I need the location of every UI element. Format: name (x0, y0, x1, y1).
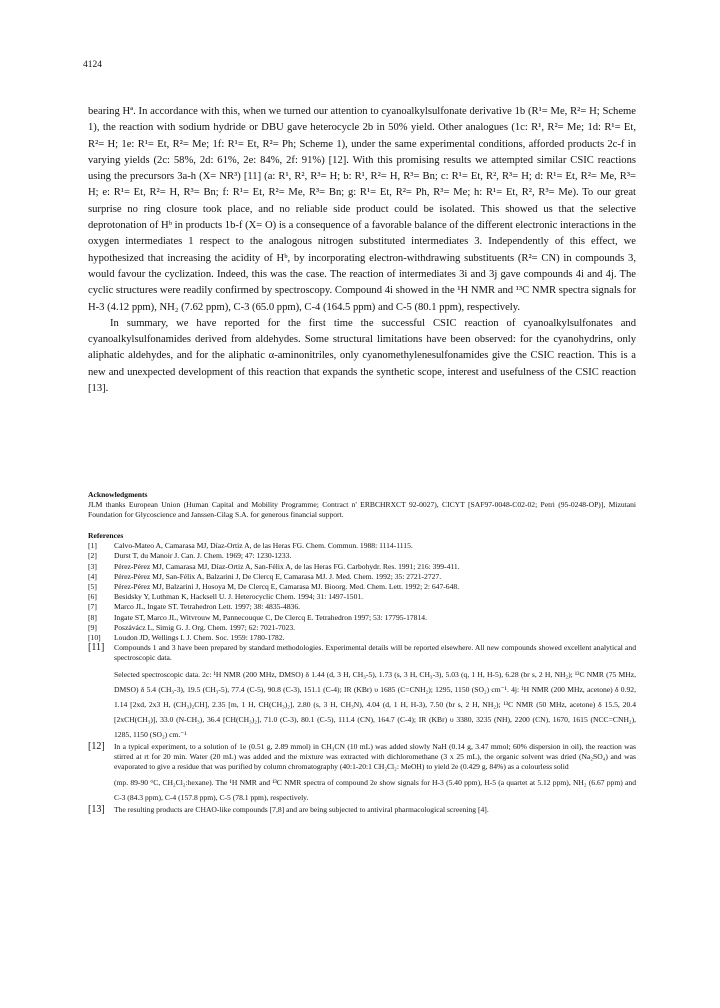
reference-item (88, 623, 636, 633)
reference-number: [6] (88, 592, 97, 602)
paragraph-2: In summary, we have reported for the first time the successful CSIC reaction of cyanoalkylsulfonates and cyanoalkylsulfonamides derived from aldehydes. Some structural limitations have been observed: for the cyanohydrins, only aliphatic aldehydes, and for the aliphatic α-aminonitriles, only cyanomethylenesulfonamides give the CSIC reaction. This is a new and unexpected development of this reaction that expands the synthetic scope, interest and usefulness of the CSIC reaction [13]. (88, 317, 636, 395)
reference-number: [13] (88, 804, 105, 816)
reference-item-11 (88, 643, 636, 741)
reference-number: [2] (88, 551, 97, 561)
reference-text: Besidsky Y, Luthman K, Hacksell U. J. Heterocyclic Chem. 1994; 31: 1497-1501. (114, 592, 364, 602)
reference-item (88, 633, 636, 643)
reference-item (88, 602, 636, 612)
reference-number: [4] (88, 571, 97, 581)
reference-text: Pérez-Pérez MJ, San-Félix A, Balzarini J, De Clercq E, Camarasa MJ. J. Med. Chem. 1992; 35: 2721-2727. (114, 571, 442, 581)
reference-text: Calvo-Mateo A, Camarasa MJ, Díaz-Ortiz A, de las Heras FG. Chem. Commun. 1988: 1114-1115. (114, 541, 413, 551)
references-heading: References (88, 531, 124, 540)
reference-number: [10] (88, 633, 101, 643)
reference-item-12 (88, 742, 636, 806)
reference-item (88, 613, 636, 623)
reference-12-text: In a typical experiment, to a solution of 1e (0.51 g, 2.89 mmol) in CH₃CN (10 mL) was added slowly NaH (0.14 g, 3.47 mmol; 60% dispersion in oil), the reaction was stirred at rt for 20 min. Water (20 mL) was added and the mixture was extracted with dichloromethane (3 x 25 mL), the organic solvent was dried (Na₂SO₄) and was evaporated to give a residue that was purified by column chromatography (40:1-20:1 CH₂Cl₂: MeOH) to yield 2e (0.429 g, 84%) as a colourless solid (114, 741, 636, 772)
paragraph-1: bearing Hª. In accordance with this, when we turned our attention to cyanoalkylsulfonate derivative 1b (R¹= Me, R²= H; Scheme 1), the reaction with sodium hydride or DBU gave heterocycle 2b in 50% yield. Other analogues (1c: R¹, R²= Me; 1d: R¹= Et, R²= H; 1e: R¹= Et, R²= Me; 1f: R¹= Et, R²= Ph; Scheme 1), under the same experimental conditions, afforded products 2c-f in varying yields (2c: 58%, 2d: 61%, 2e: 84%, 2f: 91%) [12]. With this promising results we attempted similar CSIC reactions using the precursors 3a-h (X= NR³) [11] (a: R¹, R², R³= H; b: R¹, R²= H, R³= Bn; c: R¹= Et, R², R³= H; d: R¹= Et, R²= Me, R³= H; e: R¹= Et, R²= H, R³= Bn; f: R¹= Et, R²= Me, R³= Bn; g: R¹= Et, R²= Ph, R³= Me; h: R¹= Et, R², R³= Me). To our great surprise no ring closure took place, and no reliable side product could be isolated. This showed us that the selective deprotonation of Hᵇ in products 1b-f (X= O) is a consequence of a favorable balance of the different electronic interactions in the oxygen intermediates 1 respect to the analogous nitrogen substituted intermediates 3. Independently of this effect, we hypothesized that increasing the acidity of Hᵇ, by incorporating electron-withdrawing substituents (R²= CN) in compounds 3, would favour the cyclization. Indeed, this was the case. The reaction of intermediates 3i and 3j gave compounds 4i and 4j. The cyclic structures were readily confirmed by spectroscopy. Compound 4i showed in the ¹H NMR and ¹³C NMR spectra signals for H-3 (4.12 ppm), NH₂ (7.62 ppm), C-3 (65.0 ppm), C-4 (164.5 ppm) and C-5 (80.1 ppm), respectively. (88, 106, 636, 313)
reference-item (88, 541, 636, 551)
reference-text: Durst T, du Manoir J. Can. J. Chem. 1969; 47: 1230-1233. (114, 551, 292, 561)
reference-12-text-continued: (mp. 89-90 °C, CH₂Cl₂:hexane). The ¹H NMR and ¹³C NMR spectra of compound 2e show signals for H-3 (5.40 ppm), H-5 (a quartet at 5.12 ppm), NH₂ (6.67 ppm) and C-3 (84.3 ppm), C-4 (157.8 ppm), C-5 (78.1 ppm), respectively. (114, 778, 636, 803)
reference-item (88, 592, 636, 602)
acknowledgments-text: JLM thanks European Union (Human Capital and Mobility Programme; Contract n' ERBCHRXCT 92-0027), CICYT [SAF97-0048-C02-02; Petri (95-0248-OP)], Mizutani Foundation for Glycoscience and Janssen-Cilag S.A. for generous financial support. (88, 500, 636, 519)
reference-item (88, 551, 636, 561)
reference-11-text: Compounds 1 and 3 have been prepared by standard methodologies. Experimental details will be reported elsewhere. All new compounds showed excellent analytical and spectroscopic data. (114, 643, 636, 663)
reference-number: [12] (88, 740, 105, 752)
body-text (88, 104, 636, 397)
acknowledgments-heading: Acknowledgments (88, 490, 148, 499)
reference-text: Loudon JD, Wellings I. J. Chem. Soc. 1959: 1780-1782. (114, 633, 285, 643)
reference-item (88, 572, 636, 582)
reference-item (88, 562, 636, 572)
page-number: 4124 (83, 60, 102, 70)
reference-number: [11] (88, 642, 105, 654)
reference-text: Ingate ST, Marco JL, Witvrouw M, Pannecouque C, De Clercq E. Tetrahedron 1997; 53: 17795-17814. (114, 612, 427, 622)
reference-number: [7] (88, 602, 97, 612)
reference-text: Marco JL, Ingate ST. Tetrahedron Lett. 1997; 38: 4835-4836. (114, 602, 301, 612)
reference-text: The resulting products are CHAO-like compounds [7,8] and are being subjected to antiviral pharmacological screening [4]. (114, 805, 489, 815)
reference-text: Pérez-Pérez MJ, Balzarini J, Hosoya M, De Clercq E, Camarasa MJ. Bioorg. Med. Chem. Lett. 1992; 2: 647-648. (114, 582, 460, 592)
reference-number: [5] (88, 582, 97, 592)
reference-number: [8] (88, 612, 97, 622)
reference-11-spectroscopic-data: Selected spectroscopic data. 2c: ¹H NMR (200 MHz, DMSO) δ 1.44 (d, 3 H, CH₃-5), 1.73 (s, 3 H, CH₃-3), 5.03 (q, 1 H, H-5), 6.28 (br s, 2 H, NH₂); ¹³C NMR (75 MHz, DMSO) δ 5.4 (CH₃-3), 19.5 (CH₃-5), 77.4 (C-5), 90.8 (C-3), 151.1 (C-4); IR (KBr) υ 1685 (C=CNH₂); 1295, 1150 (SO₂) cm⁻¹. 4j: ¹H NMR (200 MHz, acetone) δ 0.92, 1.14 [2xd, 2x3 H, (CH₃)₂CH], 2.35 [m, 1 H, CH(CH₃)₂], 2.80 (s, 3 H, CH₃N), 4.04 (d, 1 H, H-3), 7.50 (br s, 2 H, NH₂); ¹³C NMR (50 MHz, acetone) δ 15.5, 20.4 [2xCH(CH₃)], 33.0 (N-CH₃), 36.4 [CH(CH₃)₂], 71.0 (C-3), 80.1 (C-5), 111.4 (CN), 164.7 (C-4); IR (KBr) υ 3380, 3235 (NH), 2200 (CN), 1670, 1615 (NCC=CNH₂), 1285, 1150 (SO₂) cm.⁻¹ (114, 669, 636, 739)
reference-text (114, 742, 636, 806)
reference-text: Pérez-Pérez MJ, Camarasa MJ, Díaz-Ortiz A, San-Félix A, de las Heras FG. Carbohydr. Res. 1991; 216: 399-411. (114, 561, 460, 571)
reference-number: [9] (88, 622, 97, 632)
reference-text: Poszávácz L, Simig G. J. Org. Chem. 1997; 62: 7021-7023. (114, 622, 296, 632)
references-section (88, 531, 636, 815)
reference-item-13 (88, 805, 636, 815)
acknowledgments-section (88, 490, 636, 520)
reference-number: [3] (88, 561, 97, 571)
reference-number: [1] (88, 541, 97, 551)
reference-item (88, 582, 636, 592)
reference-text (114, 643, 636, 741)
